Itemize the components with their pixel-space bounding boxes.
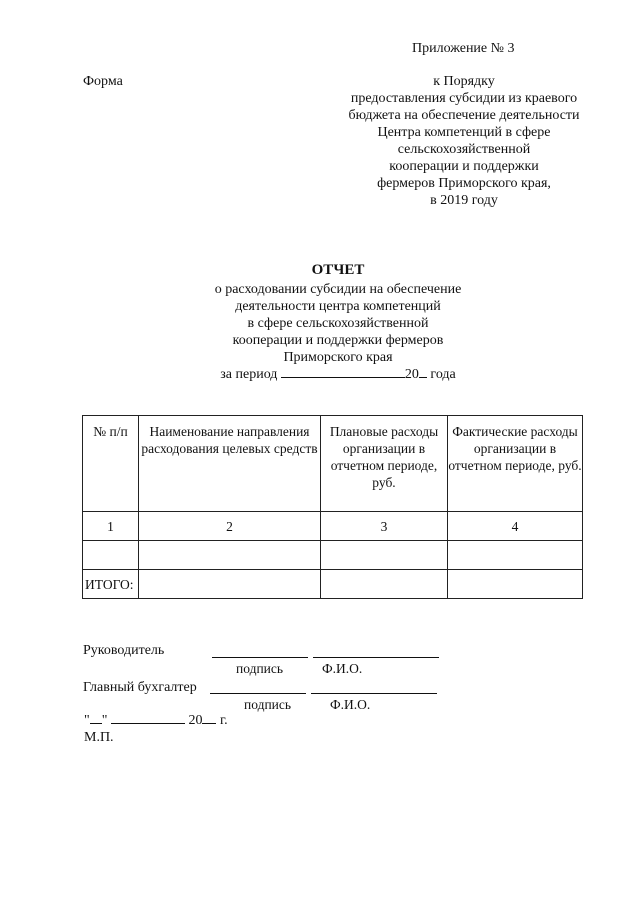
period-year: 20 xyxy=(404,367,419,382)
table-cell[interactable] xyxy=(139,570,321,599)
table-cell: 1 xyxy=(83,512,139,541)
report-title: ОТЧЕТ xyxy=(311,262,365,278)
appendix-label: Приложение № 3 xyxy=(412,41,515,56)
date-year-blank[interactable] xyxy=(202,723,216,724)
report-subtitle-line: деятельности центра компетенций xyxy=(235,299,441,314)
table-cell[interactable] xyxy=(448,570,583,599)
period-prefix: за период xyxy=(220,367,278,382)
order-line: в 2019 году xyxy=(430,193,498,208)
accountant-label: Главный бухгалтер xyxy=(83,680,197,695)
header-cell-actual: Фактические расходы организации в отчетном периоде, руб. xyxy=(448,416,583,512)
report-table xyxy=(82,415,583,599)
period-suffix: года xyxy=(430,367,456,382)
table-cell: 4 xyxy=(448,512,583,541)
table-row xyxy=(83,541,583,570)
date-month-blank[interactable] xyxy=(111,723,185,724)
date-suffix: г. xyxy=(219,713,228,728)
report-heading xyxy=(150,262,526,383)
order-reference xyxy=(330,73,598,209)
order-line: Центра компетенций в сфере xyxy=(377,125,551,140)
period-blank[interactable] xyxy=(281,377,405,378)
accountant-signature-line[interactable] xyxy=(210,693,306,694)
table-number-row xyxy=(83,512,583,541)
stamp-label: М.П. xyxy=(84,730,114,745)
order-line: бюджета на обеспечение деятельности xyxy=(348,108,580,123)
table-cell: 3 xyxy=(321,512,448,541)
period-year-blank[interactable] xyxy=(419,377,427,378)
order-line: к Порядку xyxy=(433,74,495,89)
table-cell[interactable] xyxy=(83,541,139,570)
order-line: сельскохозяйственной xyxy=(397,142,531,157)
date-line xyxy=(84,712,228,729)
sign-caption: подпись xyxy=(236,661,284,676)
report-subtitle-line: в сфере сельскохозяйственной xyxy=(247,316,429,331)
table-cell[interactable] xyxy=(448,541,583,570)
name-caption: Ф.И.О. xyxy=(330,697,371,712)
head-name-line[interactable] xyxy=(313,657,439,658)
table-cell[interactable] xyxy=(321,570,448,599)
table-cell[interactable] xyxy=(139,541,321,570)
accountant-name-line[interactable] xyxy=(311,693,437,694)
head-label: Руководитель xyxy=(83,643,165,658)
table-total-row xyxy=(83,570,583,599)
table-cell[interactable] xyxy=(321,541,448,570)
report-subtitle-line: о расходовании субсидии на обеспечение xyxy=(214,282,462,297)
total-label: ИТОГО: xyxy=(83,570,139,599)
table-header-row xyxy=(83,416,583,512)
report-period xyxy=(150,366,526,383)
date-quote-close: " xyxy=(101,713,108,728)
report-subtitle-line: кооперации и поддержки фермеров xyxy=(232,333,444,348)
header-cell-planned: Плановые расходы организации в отчетном периоде, руб. xyxy=(321,416,448,512)
sign-caption: подпись xyxy=(244,697,292,712)
order-line: фермеров Приморского края, xyxy=(377,176,551,191)
report-subtitle-line: Приморского края xyxy=(283,350,393,365)
name-caption: Ф.И.О. xyxy=(322,661,363,676)
head-signature-line[interactable] xyxy=(212,657,308,658)
order-line: предоставления субсидии из краевого xyxy=(350,91,578,106)
header-cell-direction: Наименование направления расходования целевых средств xyxy=(139,416,321,512)
form-label: Форма xyxy=(83,74,123,89)
date-quote-open: " xyxy=(84,713,90,728)
date-day-blank[interactable] xyxy=(90,723,102,724)
order-line: кооперации и поддержки xyxy=(389,159,539,174)
date-year: 20 xyxy=(188,713,203,728)
header-cell-number: № п/п xyxy=(83,416,139,512)
table-cell: 2 xyxy=(139,512,321,541)
